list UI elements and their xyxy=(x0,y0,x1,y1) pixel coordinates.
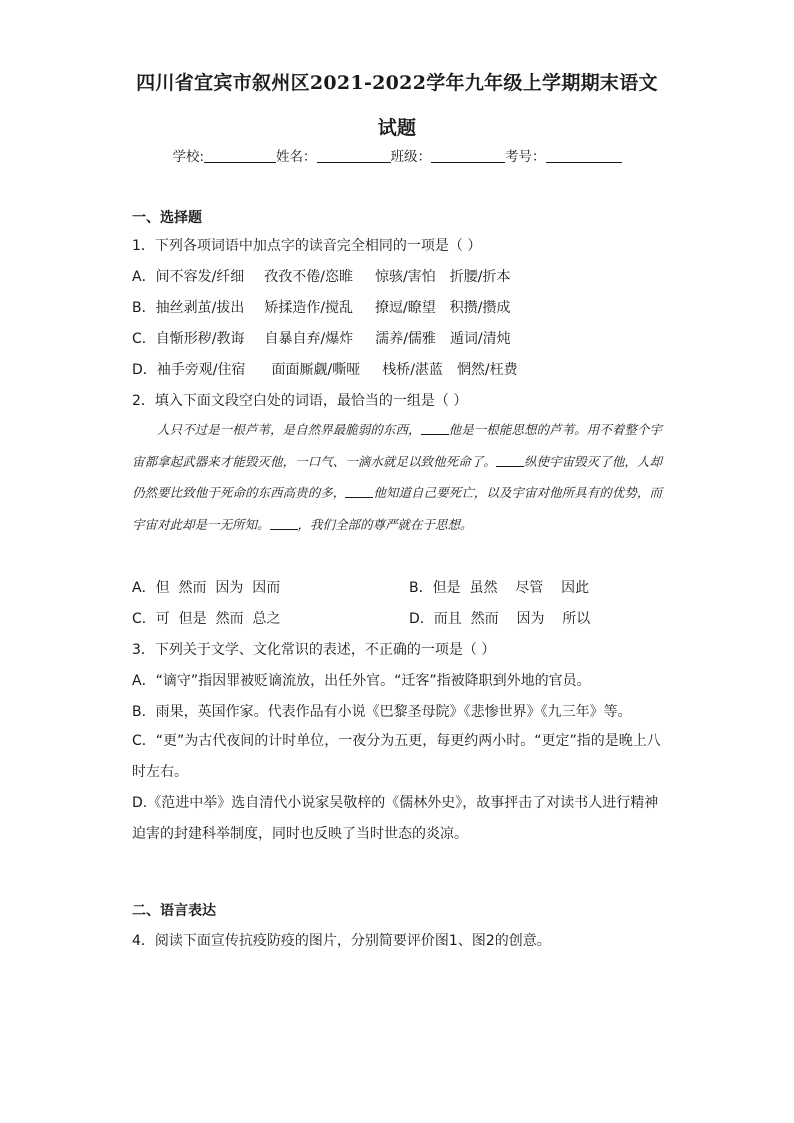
passage-blank-2[interactable] xyxy=(496,454,524,467)
student-info-row xyxy=(0,145,794,165)
question-2-option-a[interactable]: A．但 然而 因为 因而 xyxy=(132,580,281,596)
school-label: 学校: xyxy=(172,149,205,165)
class-blank[interactable] xyxy=(431,148,505,163)
number-blank[interactable] xyxy=(546,148,622,163)
class-label: 班级： xyxy=(390,149,432,165)
section-heading-expression: 二、语言表达 xyxy=(132,903,216,919)
question-2-option-c[interactable]: C．可 但是 然而 总之 xyxy=(132,611,281,627)
question-2-option-b[interactable]: B．但是 虽然 尽管 因此 xyxy=(409,580,590,596)
question-3-option-b[interactable]: B．雨果，英国作家。代表作品有小说《巴黎圣母院》《悲惨世界》《九三年》等。 xyxy=(132,704,632,720)
number-label: 考号： xyxy=(505,149,546,165)
question-1-option-b[interactable]: B．抽丝剥茧/拔出 矫揉造作/搅乱 撩逗/瞭望 积攒/攒成 xyxy=(132,300,511,316)
name-label: 姓名： xyxy=(276,149,317,165)
question-3-option-a[interactable]: A．“谪守”指因罪被贬谪流放，出任外官。“迁客”指被降职到外地的官员。 xyxy=(132,673,591,689)
question-4-stem: 4．阅读下面宣传抗疫防疫的图片，分别简要评价图1、图2的创意。 xyxy=(132,933,551,949)
passage-blank-4[interactable] xyxy=(270,517,298,530)
page-title-line-1: 四川省宜宾市叙州区2021-2022学年九年级上学期期末语文 xyxy=(136,72,658,94)
question-1-option-a[interactable]: A．间不容发/纤细 孜孜不倦/恣睢 惊骇/害怕 折腰/折本 xyxy=(132,269,511,285)
question-1-stem: 1．下列各项词语中加点字的读音完全相同的一项是（ ） xyxy=(132,238,482,254)
question-3-option-d[interactable]: D.《范进中举》选自清代小说家吴敬梓的《儒林外史》，故事抨击了对读书人进行精神迫害的封建科举制度，同时也反映了当时世态的炎凉。 xyxy=(132,795,659,842)
question-3-stem: 3．下列关于文学、文化常识的表述，不正确的一项是（ ） xyxy=(132,642,496,658)
question-1-option-c[interactable]: C．自惭形秽/教诲 自暴自弃/爆炸 濡养/儒雅 遁词/清炖 xyxy=(132,331,511,347)
section-heading-choice: 一、选择题 xyxy=(132,210,202,226)
question-2-passage: 人只不过是一根芦苇，是自然界最脆弱的东西， 他是一根能思想的芦苇。用不着整个宇宙都拿起武器来才能毁灭他，一口气、一滴水就足以致他死命了。 纵使宇宙毁灭了他，人却仍然要比致他于死命的东西高贵的多， 他知道自己要死亡，以及宇宙对他所具有的优势，而宇宙对此却是一无所知。 ，我们全部的尊严就在于思想。 xyxy=(132,422,662,532)
passage-blank-3[interactable] xyxy=(345,485,373,498)
question-3-option-c[interactable]: C．“更”为古代夜间的计时单位，一夜分为五更，每更约两小时。“更定”指的是晚上八时左右。 xyxy=(132,733,661,780)
question-2-stem: 2．填入下面文段空白处的词语，最恰当的一组是（ ） xyxy=(132,393,468,409)
page-title-line-2: 试题 xyxy=(377,117,417,139)
passage-blank-1[interactable] xyxy=(421,422,449,435)
question-1-option-d[interactable]: D．袖手旁观/住宿 面面厮觑/嘶哑 栈桥/湛蓝 惘然/枉费 xyxy=(132,362,518,378)
name-blank[interactable] xyxy=(317,148,391,163)
school-blank[interactable] xyxy=(204,148,276,163)
question-2-option-d[interactable]: D．而且 然而 因为 所以 xyxy=(409,611,591,627)
